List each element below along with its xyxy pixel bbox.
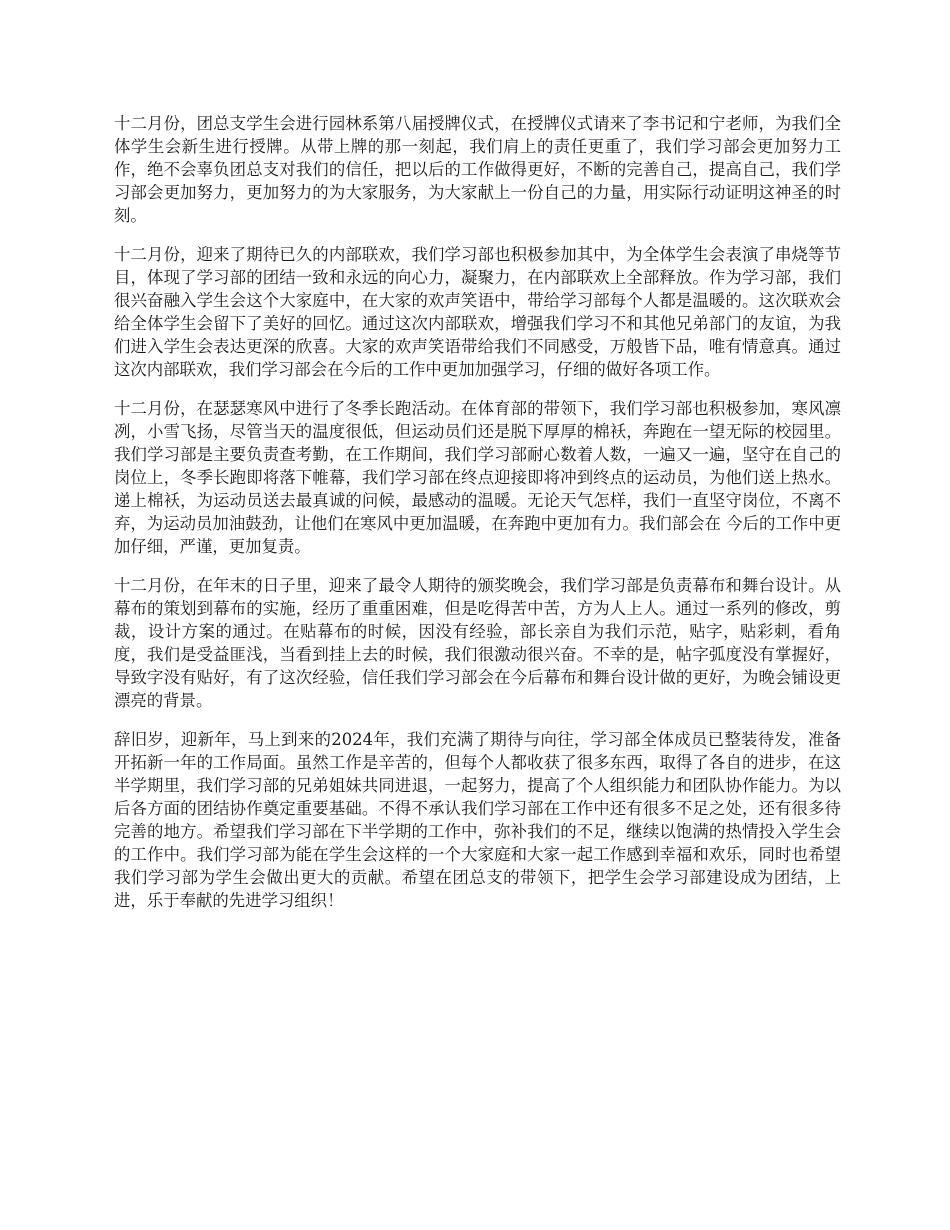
paragraph-award-gala: 十二月份，在年末的日子里，迎来了最令人期待的颁奖晚会，我们学习部是负责幕布和舞台设计。从幕布的策划到幕布的实施，经历了重重困难，但是吃得苦中苦，方为人上人。通过一系列的修改，剪裁，设计方案的通过。在贴幕布的时候，因没有经验，部长亲自为我们示范，贴字，贴彩刺，看角度，我们是受益匪浅，当看到挂上去的时候，我们很激动很兴奋。不幸的是，帖字弧度没有掌握好，导致字没有贴好，有了这次经验，信任我们学习部会在今后幕布和舞台设计做的更好，为晚会铺设更漂亮的背景。 bbox=[114, 576, 841, 710]
paragraph-awarding-ceremony: 十二月份，团总支学生会进行园林系第八届授牌仪式，在授牌仪式请来了李书记和宁老师，为我们全体学生会新生进行授牌。从带上牌的那一刻起，我们肩上的责任更重了，我们学习部会更加努力工作，绝不会辜负团总支对我们的信任，把以后的工作做得更好，不断的完善自己，提高自己，我们学习部会更加努力，更加努力的为大家服务，为大家献上一份自己的力量，用实际行动证明这神圣的时刻。 bbox=[114, 114, 841, 225]
paragraph-winter-run: 十二月份，在瑟瑟寒风中进行了冬季长跑活动。在体育部的带领下，我们学习部也积极参加，寒风凛冽，小雪飞扬，尽管当天的温度很低，但运动员们还是脱下厚厚的棉袄，奔跑在一望无际的校园里。我们学习部是主要负责查考勤，在工作期间，我们学习部耐心数着人数，一遍又一遍，坚守在自己的岗位上，冬季长跑即将落下帷幕，我们学习部在终点迎接即将冲到终点的运动员，为他们送上热水。递上棉袄，为运动员送去最真诚的问候，最感动的温暖。无论天气怎样，我们一直坚守岗位，不离不弃，为运动员加油鼓劲，让他们在寒风中更加温暖，在奔跑中更加有力。我们部会在 今后的工作中更加仔细，严谨，更加复责。 bbox=[114, 399, 841, 556]
paragraph-new-year: 辞旧岁，迎新年，马上到来的2024年，我们充满了期待与向往，学习部全体成员已整装待发，准备开拓新一年的工作局面。虽然工作是辛苦的，但每个人都收获了很多东西，取得了各自的进步，在这半学期里，我们学习部的兄弟姐妹共同进退，一起努力，提高了个人组织能力和团队协作能力。为以后各方面的团结协作奠定重要基础。不得不承认我们学习部在工作中还有很多不足之处，还有很多待完善的地方。希望我们学习部在下半学期的工作中，弥补我们的不足，继续以饱满的热情投入学生会的工作中。我们学习部为能在学生会这样的一个大家庭和大家一起工作感到幸福和欢乐，同时也希望我们学习部为学生会做出更大的贡献。希望在团总支的带领下，把学生会学习部建设成为团结，上进，乐于奉献的先进学习组织！ bbox=[114, 730, 841, 910]
paragraph-internal-party: 十二月份，迎来了期待已久的内部联欢，我们学习部也积极参加其中，为全体学生会表演了串烧等节目，体现了学习部的团结一致和永远的向心力，凝聚力，在内部联欢上全部释放。作为学习部，我们很兴奋融入学生会这个大家庭中，在大家的欢声笑语中，带给学习部每个人都是温暖的。这次联欢会给全体学生会留下了美好的回忆。通过这次内部联欢，增强我们学习不和其他兄弟部门的友谊，为我们进入学生会表达更深的欣喜。大家的欢声笑语带给我们不同感受，万般皆下品，唯有情意真。通过这次内部联欢，我们学习部会在今后的工作中更加加强学习，仔细的做好各项工作。 bbox=[114, 245, 841, 379]
document-body bbox=[114, 112, 841, 928]
